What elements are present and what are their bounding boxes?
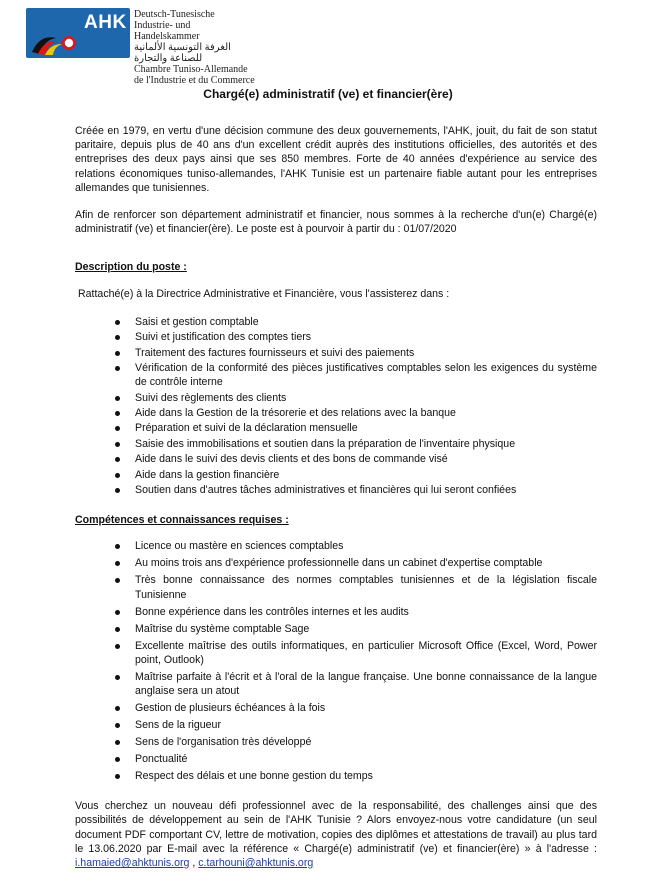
logo-line: Chambre Tuniso-Allemande (134, 64, 248, 75)
list-item: Licence ou mastère en sciences comptables (135, 539, 597, 553)
list-item: Aide dans le suivi des devis clients et des bons de commande visé (135, 452, 597, 466)
logo-mark: AHK (84, 12, 127, 33)
page-title: Chargé(e) administratif (ve) et financier(ère) (203, 87, 453, 101)
ahk-logo (26, 8, 258, 86)
list-item: Excellente maîtrise des outils informatiques, en particulier Microsoft Office (Excel, Word, Power point, Outlook) (135, 639, 597, 666)
description-heading: Description du poste : (75, 261, 187, 274)
list-item: Maîtrise parfaite à l'écrit et à l'oral de la langue française. Une bonne connaissance de la langue anglaise sera un atout (135, 670, 597, 697)
list-item: Vérification de la conformité des pièces justificatives comptables selon les exigences du système de contrôle interne (135, 362, 597, 389)
list-item: Traitement des factures fournisseurs et suivi des paiements (135, 346, 597, 360)
email-link-hamaied[interactable]: i.hamaied@ahktunis.org (75, 856, 190, 869)
skills-list (75, 539, 597, 783)
list-item: Respect des délais et une bonne gestion du temps (135, 769, 597, 783)
list-item: Très bonne connaissance des normes comptables tunisiennes et de la législation fiscale Tunisienne (135, 574, 597, 601)
list-item: Maîtrise du système comptable Sage (135, 622, 597, 636)
list-item: Sens de l'organisation très développé (135, 735, 597, 749)
list-item: Préparation et suivi de la déclaration mensuelle (135, 421, 597, 435)
closing-text: Vous cherchez un nouveau défi professionnel avec de la responsabilité, des challenges ainsi que des possibilités de développement au sein de l'AHK Tunisie ? Alors envoyez-nous votre candidature (un seul document PDF comportant CV, lettre de motivation, copies des diplômes et attestations de travail) au plus tard le 13.06.2020 par E-mail avec la référence « Chargé(e) administratif (ve) et financier(ère) » à l'adresse : (75, 800, 597, 855)
description-intro: Rattaché(e) à la Directrice Administrative et Financière, vous l'assisterez dans : (78, 287, 450, 300)
recruit-paragraph: Afin de renforcer son département administratif et financier, nous sommes à la recherche d'un(e) Chargé(e) administratif (ve) et financier(ère). Le poste est à pourvoir à partir du : 01/07/2020 (75, 209, 597, 236)
list-item: Au moins trois ans d'expérience professionnelle dans un cabinet d'expertise comptable (135, 556, 597, 570)
logo-line-arabic: الغرفة التونسية الألمانية للصناعة والتجارة (134, 42, 231, 64)
list-item: Bonne expérience dans les contrôles internes et les audits (135, 605, 597, 619)
ahk-logo-box (26, 8, 130, 58)
list-item: Ponctualité (135, 752, 597, 766)
skills-heading: Compétences et connaissances requises : (75, 514, 289, 527)
document-body (75, 124, 597, 870)
logo-text (134, 9, 258, 86)
list-item: Sens de la rigueur (135, 718, 597, 732)
list-item: Aide dans la gestion financière (135, 468, 597, 482)
list-item: Soutien dans d'autres tâches administratives et financières qui lui seront confiées (135, 483, 597, 497)
logo-line: Deutsch-Tunesische (134, 9, 215, 20)
list-item: Suivi des règlements des clients (135, 391, 597, 405)
closing-paragraph (75, 799, 597, 870)
list-item: Suivi et justification des comptes tiers (135, 330, 597, 344)
list-item: Saisi et gestion comptable (135, 315, 597, 329)
intro-paragraph: Créée en 1979, en vertu d'une décision commune des deux gouvernements, l'AHK, jouit, du fait de son statut paritaire, depuis plus de 40 ans d'un excellent crédit auprès des institutions officielles, des autorités et des entreprises des deux pays ainsi que ses 850 membres. Forte de 40 années d'expérience au service des relations économiques tuniso-allemandes, l'AHK Tunisie est un partenaire fiable autant pour les entreprises allemandes que tunisiennes. (75, 125, 597, 194)
list-item: Saisie des immobilisations et soutien dans la préparation de l'inventaire physique (135, 437, 597, 451)
email-separator: , (189, 856, 199, 869)
list-item: Gestion de plusieurs échéances à la fois (135, 701, 597, 715)
flag-swoosh-icon (30, 32, 78, 56)
logo-line: Industrie- und Handelskammer (134, 20, 200, 42)
description-list (75, 315, 597, 497)
list-item: Aide dans la Gestion de la trésorerie et des relations avec la banque (135, 406, 597, 420)
email-link-tarhouni[interactable]: c.tarhouni@ahktunis.org (198, 856, 314, 869)
logo-line: de l'Industrie et du Commerce (134, 75, 255, 86)
